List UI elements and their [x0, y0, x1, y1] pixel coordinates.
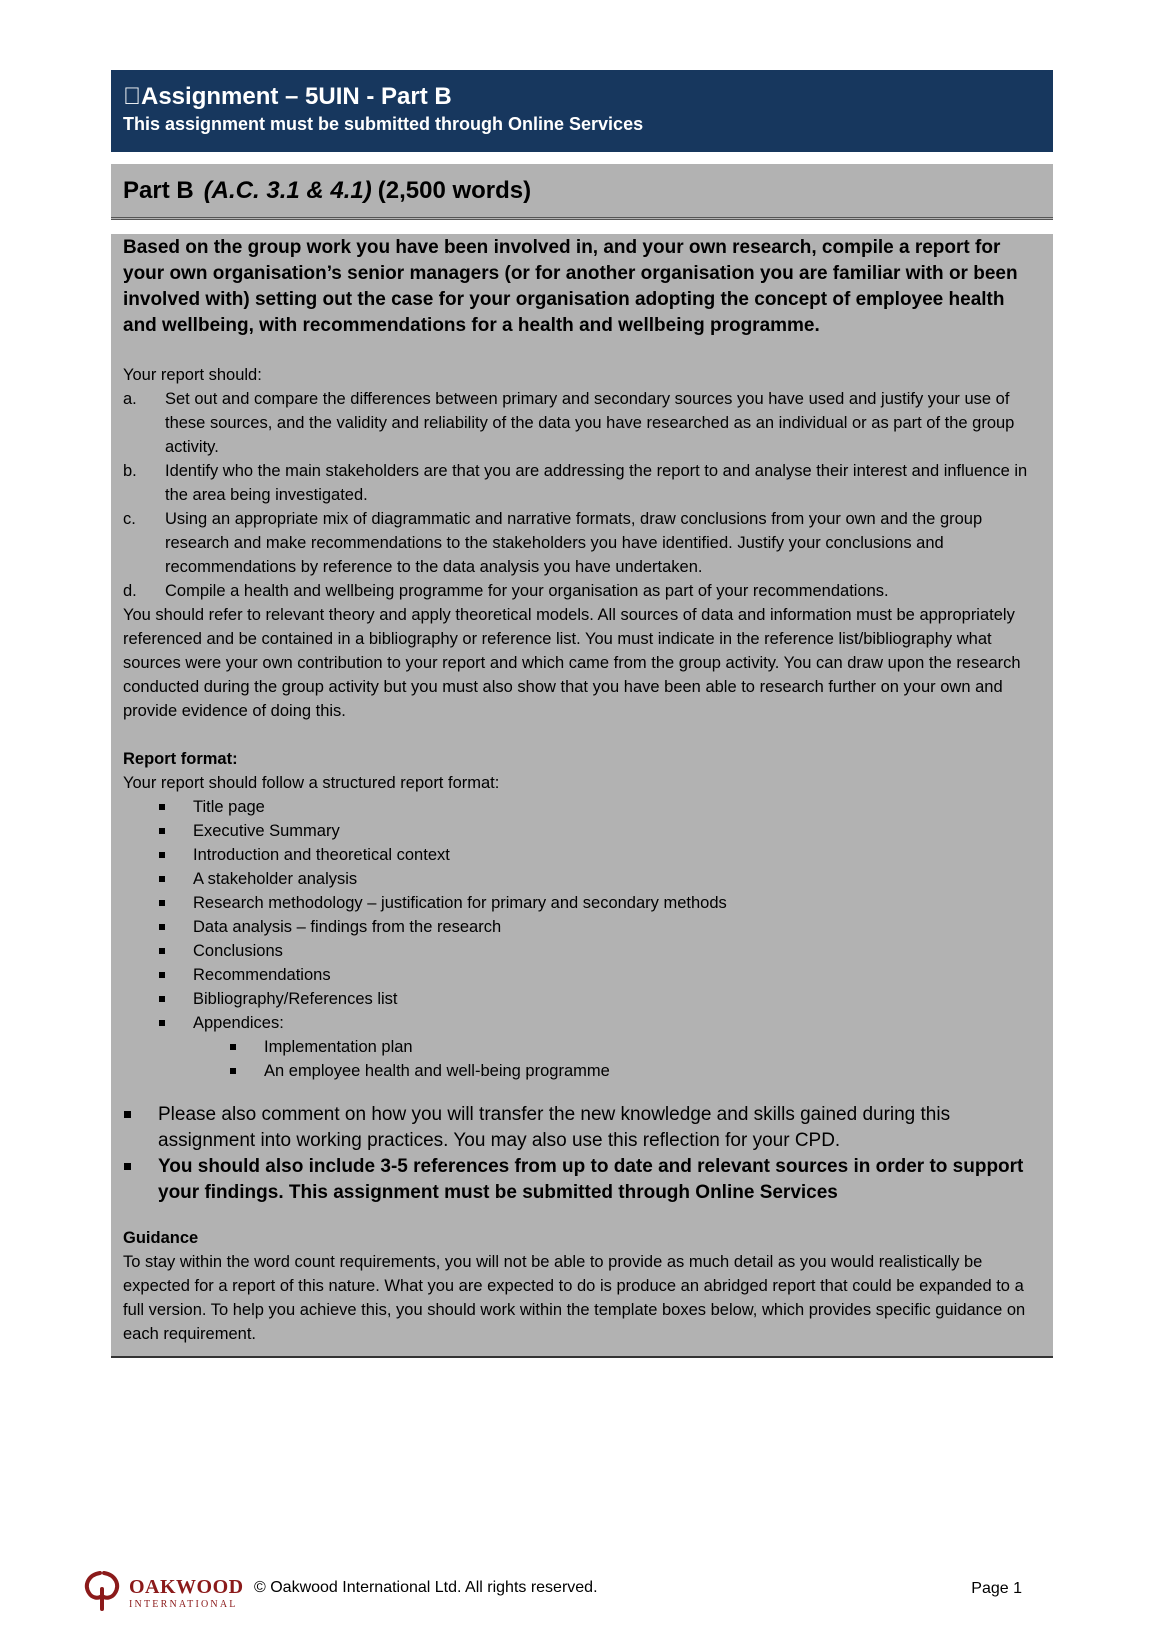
part-b-label: Part B: [123, 176, 194, 204]
bullet-square-icon: [159, 939, 193, 963]
header-banner: [111, 70, 1053, 152]
assignment-title: Assignment – 5UIN - Part B: [123, 83, 434, 110]
format-item: Data analysis – findings from the research: [159, 915, 1041, 939]
oakwood-logo: [80, 1567, 244, 1611]
bullet-square-icon: [230, 1035, 264, 1059]
document-page: [111, 70, 1053, 1358]
appendix-item: An employee health and well-being programme: [230, 1059, 1041, 1083]
oakwood-logo-mark-icon: [80, 1567, 124, 1611]
bullet-square-icon: [159, 795, 193, 819]
appendix-item: Implementation plan: [230, 1035, 1041, 1059]
bullet-square-icon: [159, 843, 193, 867]
list-item: b. Identify who the main stakeholders are that you are addressing the report to and analyse their interest and influence in the area being investigated.: [123, 462, 1028, 504]
bullet-square-icon: [159, 891, 193, 915]
format-item: Title page: [159, 795, 1041, 819]
format-item: Bibliography/References list: [159, 987, 1041, 1011]
guidance-text: To stay within the word count requirements, you will not be able to provide as much detail as you would realistically be expected for a report of this nature. What you are expected to do is produce an abridged report that could be expanded to a full version. To help you achieve this, you should work within the template boxes below, which provides specific guidance on each requirement.: [123, 1253, 1026, 1343]
title-missing-glyph: [123, 83, 141, 110]
bullet-square-icon: [159, 867, 193, 891]
bullet-square-icon: [123, 1154, 158, 1206]
bullet-square-icon: [159, 987, 193, 1011]
report-should-label: Your report should:: [123, 366, 262, 384]
references-note: You should also include 3-5 references from up to date and relevant sources in order to support your findings. This assignment must be submitted through Online Services: [123, 1154, 1041, 1206]
assessment-criteria: (A.C. 3.1 & 4.1): [203, 176, 372, 204]
page-footer: [80, 1567, 1040, 1611]
format-item: Executive Summary: [159, 819, 1041, 843]
bullet-square-icon: [123, 1102, 158, 1154]
guidance-heading: Guidance: [123, 1229, 199, 1247]
logo-name: OAKWOOD: [129, 1576, 244, 1598]
theory-paragraph: You should refer to relevant theory and apply theoretical models. All sources of data and information must be appropriately referenced and be contained in a bibliography or reference list. You must indicate in the reference list/bibliography what sources were your own contribution to your report and which came from the group activity. You can draw upon the research conducted during the group activity but you must also show that you have been able to research further on your own and provide evidence of doing this.: [123, 606, 1021, 720]
part-b-title: [123, 177, 531, 205]
word-count: (2,500 words): [377, 176, 532, 204]
format-item: Recommendations: [159, 963, 1041, 987]
assignment-subtitle: This assignment must be submitted through Online Services: [123, 114, 644, 134]
format-item: Research methodology – justification for primary and secondary methods: [159, 891, 1041, 915]
part-b-heading-box: [111, 164, 1053, 220]
format-item: Conclusions: [159, 939, 1041, 963]
format-item: A stakeholder analysis: [159, 867, 1041, 891]
bullet-square-icon: [230, 1059, 264, 1083]
report-format-intro: Your report should follow a structured report format:: [123, 774, 500, 792]
bullet-square-icon: [159, 819, 193, 843]
format-item: Introduction and theoretical context: [159, 843, 1041, 867]
report-format-heading: Report format:: [123, 750, 238, 768]
brief-intro: Based on the group work you have been involved in, and your own research, compile a report for your own organisation’s senior managers (or for another organisation you are familiar with or been involved with) setting out the case for your organisation adopting the concept of employee health and wellbeing, with recommendations for a health and wellbeing programme.: [123, 237, 1018, 336]
bullet-square-icon: [159, 1011, 193, 1035]
format-item: Appendices:: [159, 1011, 1041, 1035]
list-item: a. Set out and compare the differences between primary and secondary sources you have used and justify your use of these sources, and the validity and reliability of the data you have researched as an individual or as part of the group activity.: [123, 390, 1015, 456]
copyright-notice: © Oakwood International Ltd. All rights reserved.: [254, 1579, 598, 1596]
bullet-square-icon: [159, 915, 193, 939]
list-item: d. Compile a health and wellbeing programme for your organisation as part of your recommendations.: [123, 582, 889, 600]
logo-subtitle: INTERNATIONAL: [129, 1599, 238, 1610]
bullet-square-icon: [159, 963, 193, 987]
page-number: Page 1: [971, 1580, 1022, 1597]
transfer-note: Please also comment on how you will transfer the new knowledge and skills gained during this assignment into working practices. You may also use this reflection for your CPD.: [123, 1102, 1041, 1154]
assignment-brief-box: [111, 234, 1053, 1358]
list-item: c. Using an appropriate mix of diagrammatic and narrative formats, draw conclusions from your own and the group research and make recommendations to the stakeholders you have identified. Justify your conclusions and recommendations by reference to the data analysis you have undertaken.: [123, 510, 983, 576]
